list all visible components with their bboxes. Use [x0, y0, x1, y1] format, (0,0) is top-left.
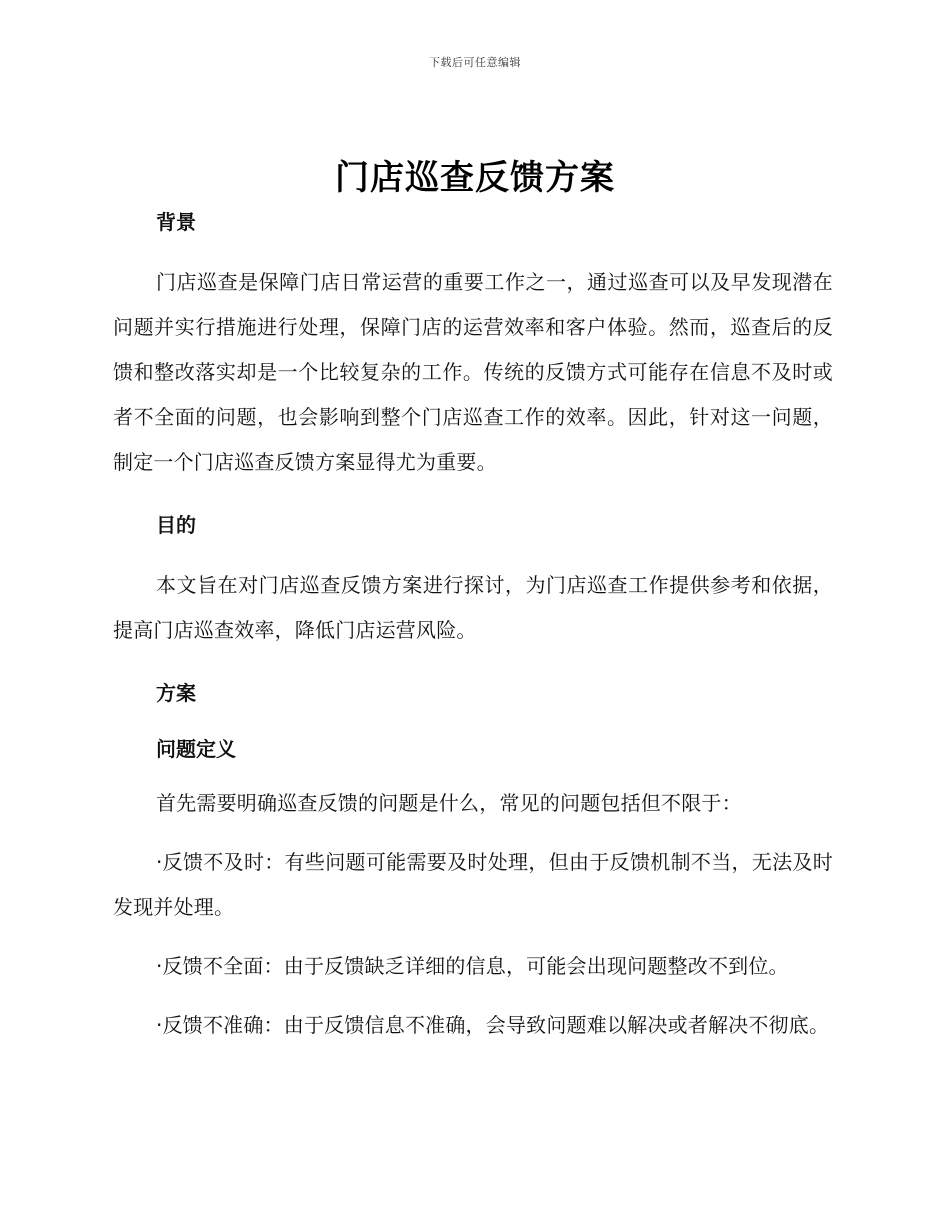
bullet-item	[113, 1003, 833, 1048]
bullet-item	[113, 944, 833, 989]
document-body	[113, 204, 833, 1048]
bullet-marker: ·	[156, 850, 163, 874]
bullet-text: 反馈不准确：由于反馈信息不准确，会导致问题难以解决或者解决不彻底。	[162, 1013, 830, 1037]
section-heading-plan: 方案	[156, 681, 196, 705]
bullet-text: 反馈不及时：有些问题可能需要及时处理，但由于反馈机制不当，无法及时发现并处理。	[113, 850, 833, 919]
header-note: 下载后可任意编辑	[429, 56, 521, 69]
section-heading-purpose: 目的	[156, 513, 196, 537]
bullet-text: 反馈不全面：由于反馈缺乏详细的信息，可能会出现问题整改不到位。	[162, 954, 789, 978]
bullet-item	[113, 840, 833, 930]
document-title: 门店巡查反馈方案	[335, 158, 615, 198]
paragraph-problem-intro: 首先需要明确巡查反馈的问题是什么，常见的问题包括但不限于：	[156, 791, 742, 815]
section-heading-background: 背景	[156, 210, 196, 234]
bullet-marker: ·	[156, 1013, 163, 1037]
paragraph-background: 门店巡查是保障门店日常运营的重要工作之一，通过巡查可以及早发现潜在问题并实行措施进行处理，保障门店的运营效率和客户体验。然而，巡查后的反馈和整改落实却是一个比较复杂的工作。传统的反馈方式可能存在信息不及时或者不全面的问题，也会影响到整个门店巡查工作的效率。因此，针对这一问题，制定一个门店巡查反馈方案显得尤为重要。	[113, 270, 833, 474]
bullet-marker: ·	[156, 954, 163, 978]
subsection-heading-problem-definition: 问题定义	[156, 737, 236, 761]
paragraph-purpose: 本文旨在对门店巡查反馈方案进行探讨，为门店巡查工作提供参考和依据，提高门店巡查效率，降低门店运营风险。	[113, 573, 833, 642]
